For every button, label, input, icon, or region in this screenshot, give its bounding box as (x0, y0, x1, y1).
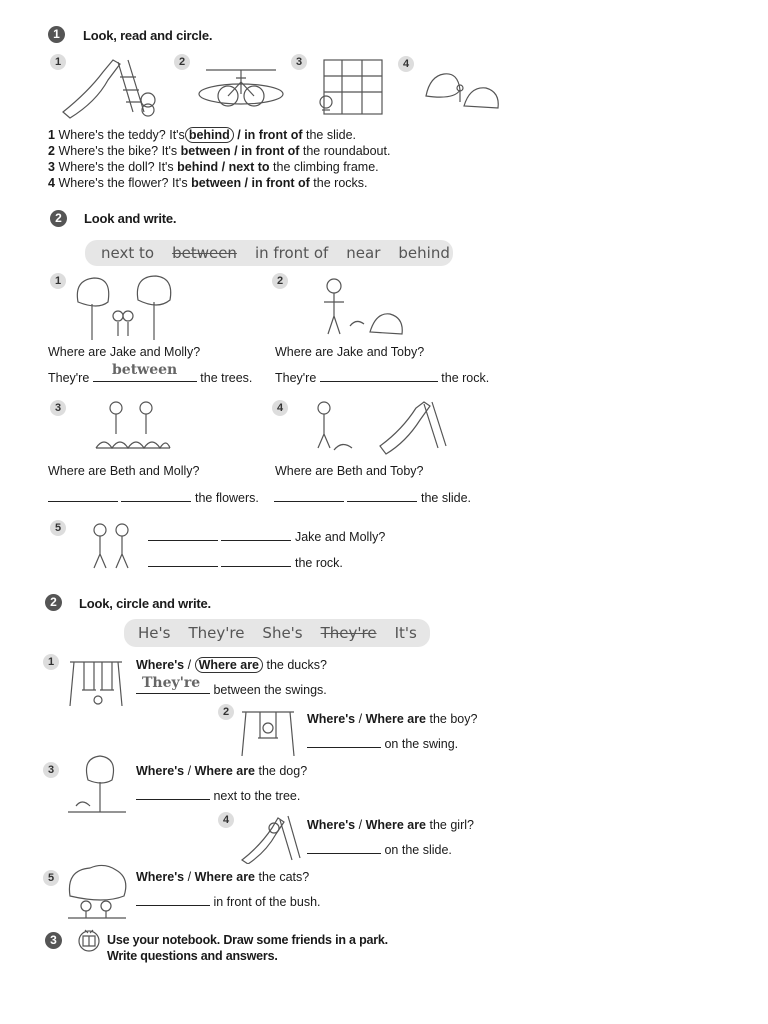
ducks-between-swings-illustration (66, 652, 126, 710)
option[interactable]: in front of (241, 144, 300, 158)
answer-blank[interactable] (148, 529, 218, 541)
item-number: 3 (50, 400, 66, 416)
item-number: 5 (50, 520, 66, 536)
option[interactable]: Where are (194, 870, 256, 884)
kids-between-trees-illustration (68, 272, 178, 342)
item-number: 4 (218, 812, 234, 828)
picture-number: 4 (398, 56, 414, 72)
question: Where are Beth and Toby? (275, 464, 424, 478)
word-option: in front of (254, 244, 329, 262)
example-answer: between (112, 362, 178, 378)
option[interactable]: Where are (365, 818, 427, 832)
answer-blank[interactable] (148, 555, 218, 567)
option[interactable]: next to (228, 160, 270, 174)
answer-start: They're (275, 371, 317, 385)
word-box (85, 240, 453, 266)
option[interactable]: in front of (244, 128, 303, 142)
option[interactable]: Where's (136, 870, 185, 884)
option[interactable]: Where are (194, 764, 256, 778)
exercise-number: 3 (45, 932, 62, 949)
line-ending: the climbing frame. (269, 160, 379, 174)
picture-number: 2 (174, 54, 190, 70)
option[interactable]: between (191, 176, 242, 190)
option-separator: / (218, 160, 229, 174)
instruction-line: Use your notebook. Draw some friends in a park. (107, 933, 388, 947)
option[interactable]: Where are (365, 712, 427, 726)
question-line: Where's / Where are the cats? (136, 870, 310, 884)
answer-end: the rock. (441, 371, 490, 385)
item-number: 1 (50, 273, 66, 289)
line-number: 3 (48, 160, 55, 174)
item-number: 5 (43, 870, 59, 886)
option[interactable]: behind (177, 160, 219, 174)
question-line: Where's / Where are the boy? (307, 712, 478, 726)
question-end: the cats? (255, 870, 310, 884)
answer-blank[interactable] (48, 490, 118, 502)
line-question: Where's the doll? It's (58, 160, 174, 174)
word-option: It's (394, 624, 417, 642)
line-ending: the roundabout. (299, 144, 391, 158)
exercise-title: Look and write. (84, 211, 177, 226)
answer-blank[interactable] (274, 490, 344, 502)
answer-blank[interactable] (221, 555, 291, 567)
line-ending: the rocks. (309, 176, 368, 190)
exercise-line (48, 128, 356, 142)
line-question: Where's the flower? It's (58, 176, 188, 190)
answer-line (48, 490, 259, 505)
exercise-number: 2 (45, 594, 62, 611)
slide-with-teddy-illustration (58, 52, 158, 120)
answer-end: on the slide. (384, 843, 452, 857)
answer-blank[interactable] (307, 736, 381, 748)
answer-blank[interactable] (136, 894, 210, 906)
question: Where are Jake and Molly? (48, 345, 201, 359)
item-number: 4 (272, 400, 288, 416)
answer-line (275, 370, 489, 385)
line-number: 4 (48, 176, 55, 190)
answer-line (148, 555, 343, 570)
dog-next-to-tree-illustration (66, 754, 128, 816)
exercise-line (48, 160, 379, 174)
answer-line (136, 894, 321, 909)
exercise-line (48, 176, 368, 190)
option[interactable]: in front of (251, 176, 310, 190)
answer-blank[interactable] (307, 842, 381, 854)
answer-line (307, 842, 452, 857)
girl-on-slide-illustration (238, 808, 302, 864)
two-kids-illustration (84, 520, 140, 572)
option-circled[interactable]: behind (185, 127, 234, 143)
item-number: 2 (218, 704, 234, 720)
word-option-used: between (172, 244, 237, 262)
question-end: the boy? (426, 712, 478, 726)
instruction-line: Write questions and answers. (107, 949, 278, 963)
answer-end: in front of the bush. (213, 895, 321, 909)
item-number: 1 (43, 654, 59, 670)
cats-in-front-of-bush-illustration (64, 862, 130, 920)
exercise-line (48, 144, 390, 158)
option[interactable]: Where's (136, 658, 185, 672)
answer-start: They're (48, 371, 90, 385)
word-option: He's (138, 624, 171, 642)
answer-line (136, 788, 300, 803)
word-option-used: They're (320, 624, 377, 642)
picture-number: 1 (50, 54, 66, 70)
answer-end: next to the tree. (213, 789, 301, 803)
word-box (124, 619, 430, 647)
line-number: 1 (48, 128, 55, 142)
option[interactable]: between (180, 144, 231, 158)
roundabout-with-bike-illustration (196, 56, 286, 114)
question-line: Where's / Where are the girl? (307, 818, 474, 832)
line-end: the rock. (294, 556, 343, 570)
answer-end: the slide. (420, 491, 471, 505)
answer-blank[interactable] (320, 370, 438, 382)
option-circled[interactable]: Where are (195, 657, 263, 673)
boy-and-dog-near-rock-illustration (312, 276, 408, 340)
option[interactable]: Where's (307, 712, 356, 726)
example-answer: They're (142, 675, 201, 691)
answer-end: on the swing. (384, 737, 459, 751)
girl-dog-and-slide-illustration (306, 398, 450, 460)
question: Where are Beth and Molly? (48, 464, 200, 478)
item-number: 3 (43, 762, 59, 778)
exercise-number: 2 (50, 210, 67, 227)
question-end: the dog? (255, 764, 308, 778)
word-option: They're (188, 624, 245, 642)
notebook-icon (76, 926, 102, 952)
exercise-title: Look, read and circle. (83, 28, 213, 43)
line-question: Where's the bike? It's (58, 144, 178, 158)
option-separator: / (241, 176, 252, 190)
option-separator: / (233, 128, 245, 142)
option[interactable]: Where's (136, 764, 185, 778)
question-end: the ducks? (263, 658, 327, 672)
line-end: Jake and Molly? (294, 530, 386, 544)
answer-line (274, 490, 471, 505)
word-option: She's (262, 624, 303, 642)
question: Where are Jake and Toby? (275, 345, 425, 359)
question-line: Where's / Where are the dog? (136, 764, 308, 778)
word-option: near (346, 244, 381, 262)
option[interactable]: Where's (307, 818, 356, 832)
picture-number: 3 (291, 54, 307, 70)
answer-blank[interactable] (136, 788, 210, 800)
answer-line (148, 529, 385, 544)
boy-on-swing-illustration (238, 706, 298, 758)
girls-behind-flowers-illustration (92, 398, 172, 458)
exercise-title: Look, circle and write. (79, 596, 211, 611)
word-option: next to (101, 244, 155, 262)
option-separator: / (230, 144, 242, 158)
answer-blank[interactable] (121, 490, 191, 502)
answer-line (307, 736, 458, 751)
answer-blank[interactable] (221, 529, 291, 541)
question-line: Where's / Where are the ducks? (136, 658, 327, 672)
line-ending: the slide. (302, 128, 357, 142)
question-end: the girl? (426, 818, 474, 832)
answer-end: the trees. (200, 371, 253, 385)
exercise-number: 1 (48, 26, 65, 43)
word-option: behind (398, 244, 450, 262)
climbing-frame-with-doll-illustration (312, 54, 392, 120)
answer-blank[interactable] (347, 490, 417, 502)
answer-end: between the swings. (213, 683, 327, 697)
rocks-with-flower-illustration (420, 62, 504, 114)
line-question: Where's the teddy? It's (58, 128, 185, 142)
answer-end: the flowers. (194, 491, 259, 505)
item-number: 2 (272, 273, 288, 289)
line-number: 2 (48, 144, 55, 158)
